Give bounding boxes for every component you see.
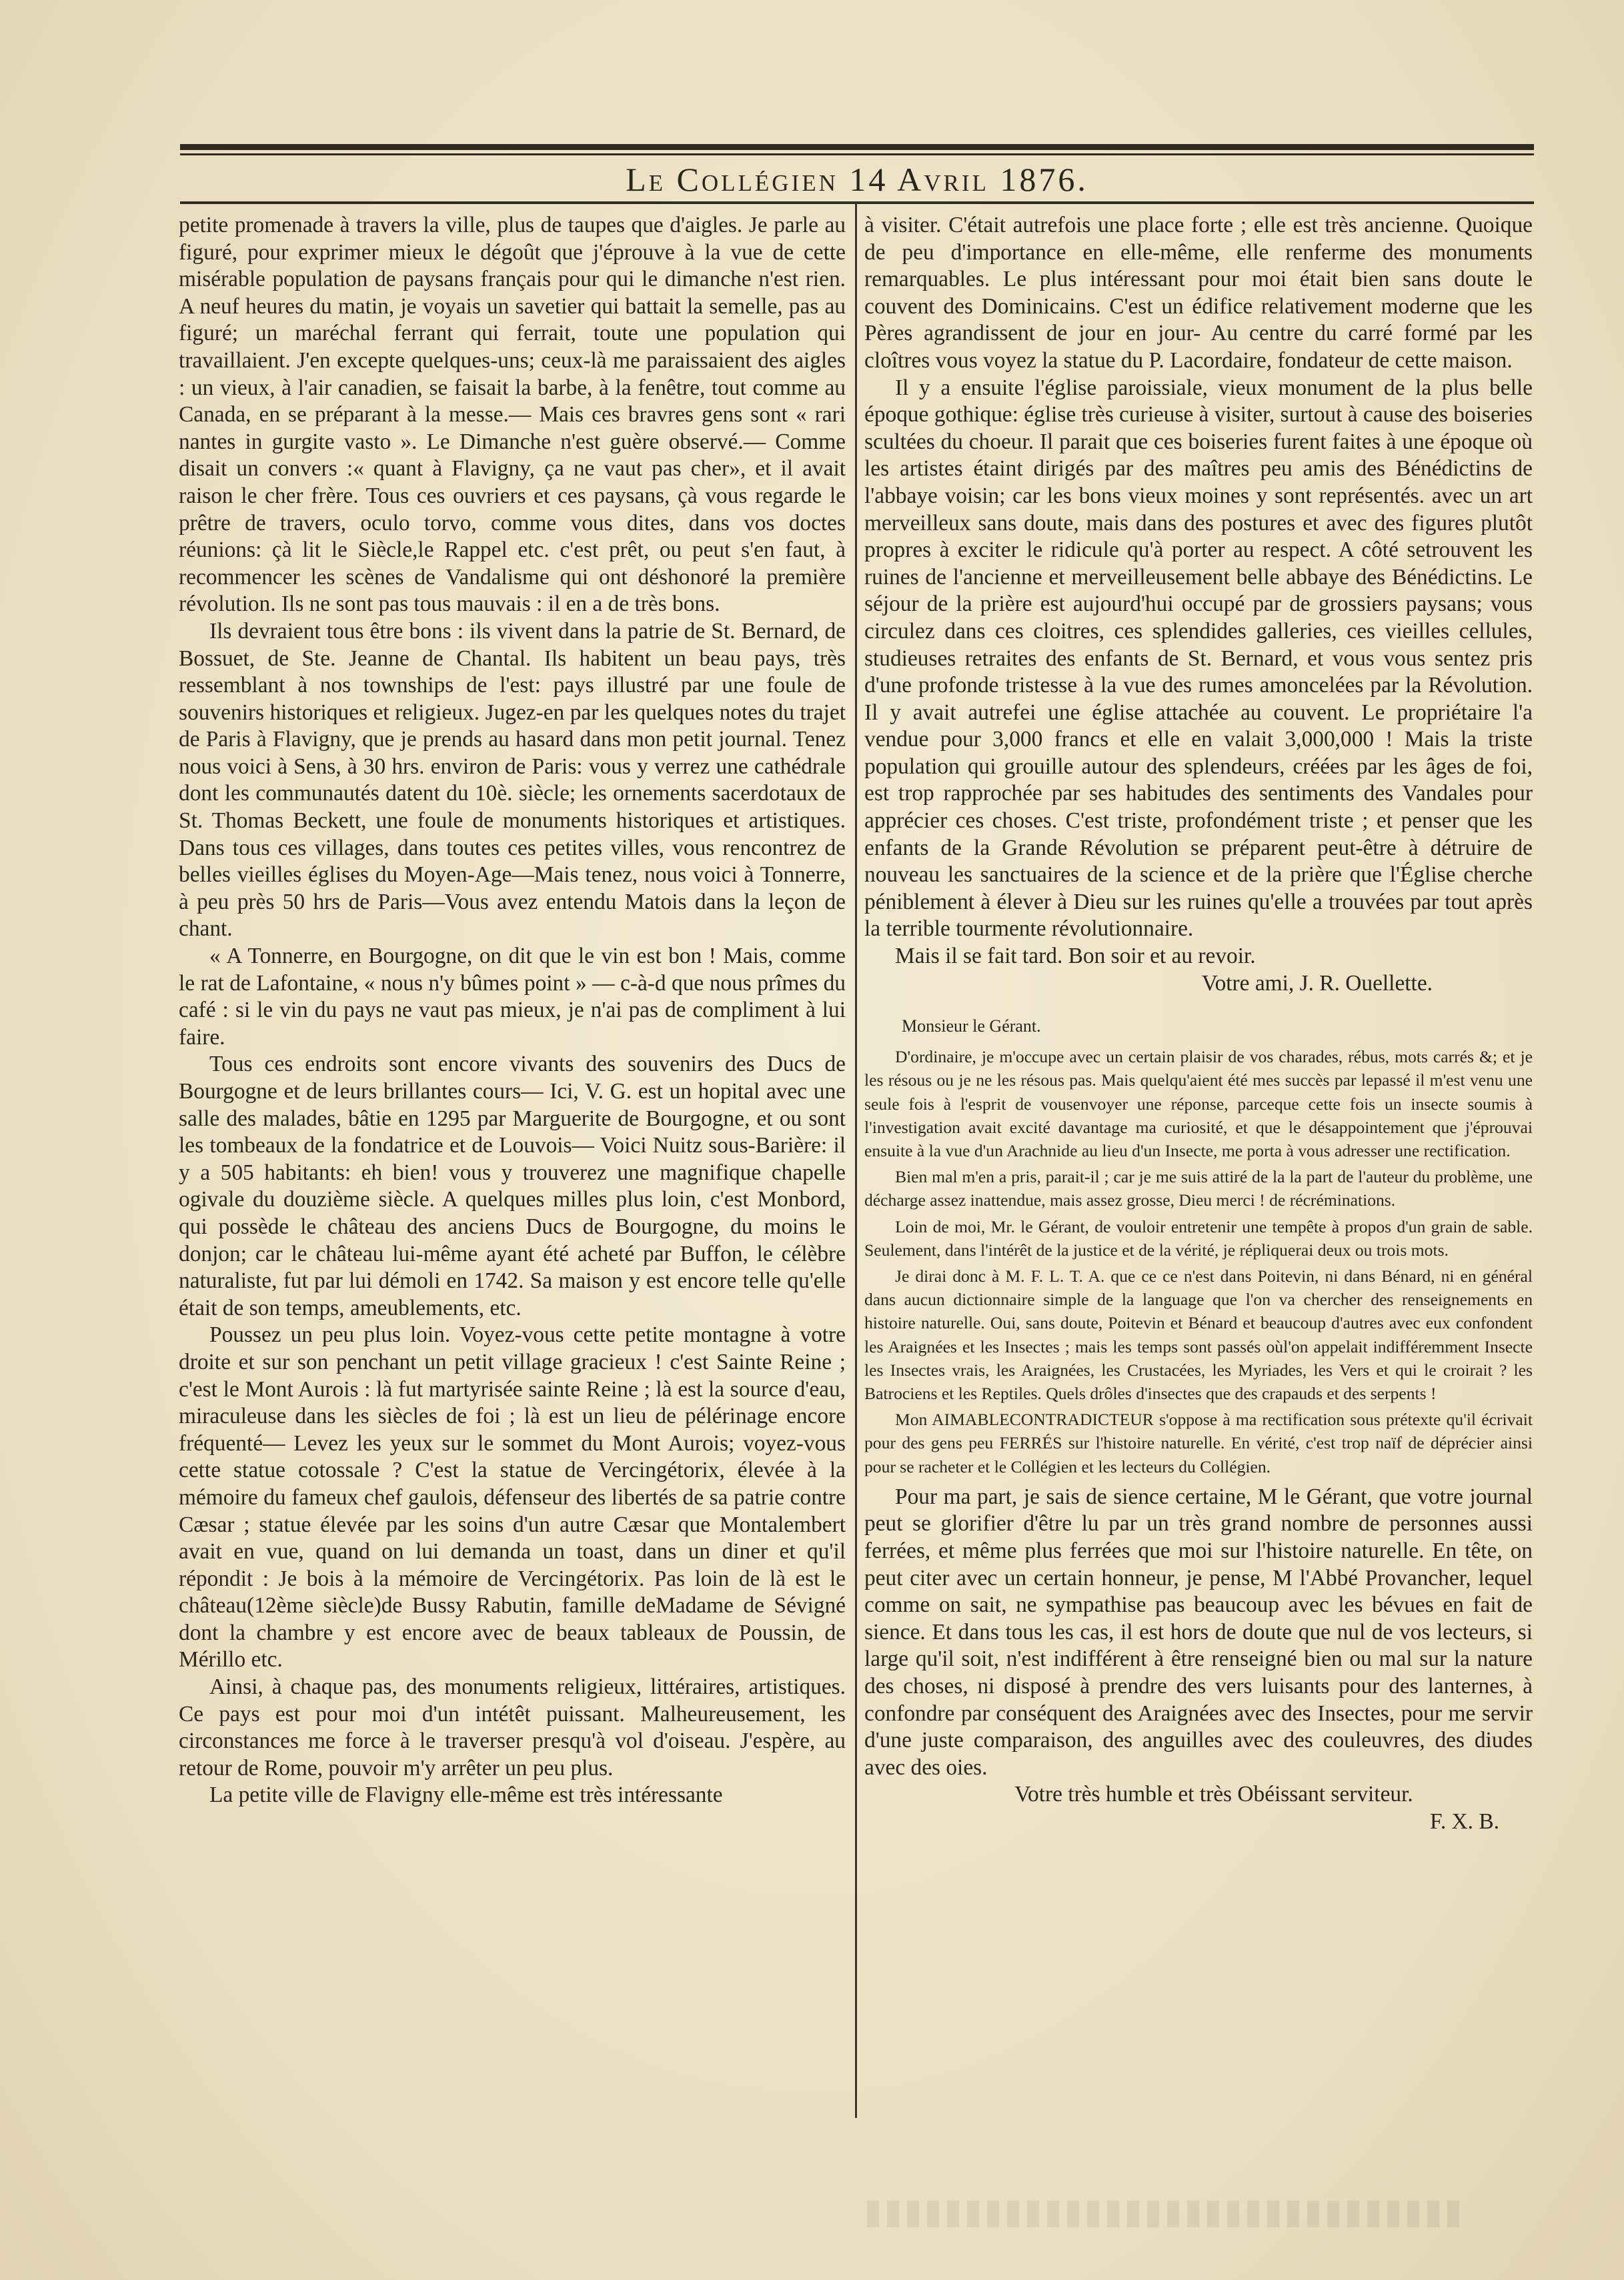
letter-paragraph: Loin de moi, Mr. le Gérant, de vouloir entretenir une tempête à propos d'un grain de sable. Seulement, dans l'intérêt de la justice et de la vérité, je répliquerai deux ou trois mots. xyxy=(864,1216,1533,1260)
paragraph: Ainsi, à chaque pas, des monuments religieux, littéraires, artistiques. Ce pays est pour moi d'un intétêt puissant. Malheureusement, les circonstances me force à le traverser presqu'à vol d'oiseau. J'espère, au retour de Rome, pouvoir m'y arrêter un peu plus. xyxy=(179,1674,846,1781)
letter-paragraph: Je dirai donc à M. F. L. T. A. que ce ce n'est dans Poitevin, ni dans Bénard, ni en général dans aucun dictionnaire simple de la language que l'on va chercher des renseignements en histoire naturelle. Oui, sans doute, Poitevin et Bénard et beaucoup d'autres avec eux confondent les Araignées et les Insectes ; mais les temps sont passés oùl'on appelait indifféremment Insecte les Insectes vrais, les Araignées, les Crustacées, les Myriades, les Vers et qui le croirait ? les Batrociens et les Reptiles. Quels drôles d'insectes que des crapauds et des serpents ! xyxy=(864,1266,1533,1404)
right-column xyxy=(864,212,1533,1836)
letter-paragraph: D'ordinaire, je m'occupe avec un certain plaisir de vos charades, rébus, mots carrés &; et je les résous ou je ne les résous pas. Mais quelqu'aient été mes succès par lepassé il m'est venu une seule fois à l'esprit de vousenvoyer une réponse, parceque cette fois un insecte soumis à l'investigation avait excité davantage ma curiosité, et que le désappointement que j'éprouvai ensuite à la vue d'un Arachnide au lieu d'un Insecte, me porta à vous adresser une rectification. xyxy=(864,1047,1533,1161)
paragraph: « A Tonnerre, en Bourgogne, on dit que le vin est bon ! Mais, comme le rat de Lafontaine, « nous n'y bûmes point » — c-à-d que nous prîmes du café : si le vin du pays ne vaut pas mieux, je n'ai pas de compliment à lui faire. xyxy=(179,944,846,1050)
signature: Votre ami, J. R. Ouellette. xyxy=(1201,970,1433,996)
closing-line: Votre très humble et très Obéissant serviteur. xyxy=(1014,1782,1413,1807)
letter-salutation: Monsieur le Gérant. xyxy=(902,1016,1041,1036)
show-through-print xyxy=(867,2201,1467,2227)
letter-paragraph: Bien mal m'en a pris, parait-il ; car je me suis attiré de la la part de l'auteur du problème, une décharge assez inattendue, mais assez grosse, Dieu merci ! de récréminations. xyxy=(864,1167,1533,1210)
paragraph: à visiter. C'était autrefois une place forte ; elle est très ancienne. Quoique de peu d'importance en elle-même, elle renferme des monuments remarquables. Le plus intéressant pour moi était bien sans doute le couvent des Dominicains. C'est un édifice relativement moderne que les Pères agrandissent de jour en jour- Au centre du carré formé par les cloîtres vous voyez la statue du P. Lacordaire, fondateur de cette maison. xyxy=(864,213,1533,373)
signature-initials: F. X. B. xyxy=(1429,1809,1499,1834)
letter-paragraph: Mon AIMABLECONTRADICTEUR s'oppose à ma rectification sous prétexte qu'il écrivait pour des gens peu FERRÉS sur l'histoire naturelle. En vérité, c'est trop naïf de déprécier ainsi pour se racheter et le Collégien et les lecteurs du Collégien. xyxy=(864,1410,1533,1476)
top-rule xyxy=(180,144,1534,150)
paragraph: Tous ces endroits sont encore vivants des souvenirs des Ducs de Bourgogne et de leurs brillantes cours— Ici, V. G. est un hopital avec une salle des malades, bâtie en 1295 par Marguerite de Bourgogne, et ou sont les tombeaux de la fondatrice et de Louvois— Voici Nuitz sous-Barière: il y a 505 habitants: eh bien! vous y trouverez une magnifique chapelle ogivale du douzième siècle. A quelques milles plus loin, c'est Monbord, qui possède le château des anciens Ducs de Bourgogne, du moins le donjon; car le château lui-même ayant été acheté par Buffon, le célèbre naturaliste, fut par lui démoli en 1742. Sa maison y est encore telle qu'elle était de son temps, ameublements, etc. xyxy=(179,1052,846,1320)
paragraph: Pour ma part, je sais de sience certaine, M le Gérant, que votre journal peut se glorifier d'être lu par un très grand nombre de personnes aussi ferrées, et même plus ferrées que moi sur l'histoire naturelle. En tête, on peut citer avec un certain honneur, je pense, M l'Abbé Provancher, lequel comme on sait, ne sympathise pas beaucoup avec les bévues en fait de sience. Et dans tous les cas, il est hors de doute que nul de vos lecteurs, si large qu'il soit, n'est indifférent à être renseigné bien ou mal sur la nature des choses, ni disposé à prendre des vers luisants pour des lanternes, à confondre par conséquent des Araignées avec des Insectes, pour me servir d'une juste comparaison, des anguilles avec des couleuvres, des diudes avec des oies. xyxy=(864,1484,1533,1780)
paragraph: Ils devraient tous être bons : ils vivent dans la patrie de St. Bernard, de Bossuet, de Ste. Jeanne de Chantal. Ils habitent un beau pays, très ressemblant à nos townships de l'est: pays illustré par une foule de souvenirs historiques et religieux. Jugez-en par les quelques notes du trajet de Paris à Flavigny, que je prends au hasard dans mon petit journal. Tenez nous voici à Sens, à 30 hrs. environ de Paris: vous y verrez une cathédrale dont les communautés datent du 10è. siècle; les ornements sacerdotaux de St. Thomas Beckett, une foule de monuments historiques et artistiques. Dans tous ces villages, dans toutes ces petites villes, vous rencontrez de belles vieilles églises du Moyen-Age—Mais tenez, nous voici à Tonnerre, à peu près 50 hrs de Paris—Vous avez entendu Matois dans la leçon de chant. xyxy=(179,618,846,942)
column-divider xyxy=(855,204,857,2118)
header-rule xyxy=(180,201,1534,204)
top-rule-thin xyxy=(180,153,1534,155)
paragraph: Poussez un peu plus loin. Voyez-vous cette petite montagne à votre droite et sur son penchant un petit village gracieux ! c'est Sainte Reine ; c'est le Mont Aurois : là fut martyrisée sainte Reine ; là est la source d'eau, miraculeuse dans les siècles de foi ; là est un lieu de pélérinage encore fréquenté— Levez les yeux sur le sommet du Mont Aurois; voyez-vous cette statue cotossale ? C'est la statue de Vercingétorix, élevée à la mémoire du fameux chef gaulois, défenseur des libertés de sa patrie contre Cæsar ; statue élevée par les soins d'un autre Cæsar que Montalembert avait en vue, quand on lui demanda un toast, dans un diner et qu'il répondit : Je bois à la mémoire de Vercingétorix. Pas loin de là est le château(12ème siècle)de Bussy Rabutin, famille deMadame de Sévigné dont la chambre y est encore avec de beaux tableaux de Poussin, de Mérillo etc. xyxy=(179,1322,846,1672)
left-column xyxy=(179,212,846,1809)
paragraph: La petite ville de Flavigny elle-même est très intéressante xyxy=(209,1783,723,1808)
paragraph: Il y a ensuite l'église paroissiale, vieux monument de la plus belle époque gothique: église très curieuse à visiter, surtout à cause des boiseries scultées du choeur. Il parait que ces boiseries furent faites à une époque où les artistes étaint dirigés par des maîtres peu amis des Bénédictins de l'abbaye voisin; car les bons vieux moines y sont représentés. avec un art merveilleux sans doute, mais dans des postures et avec des figures plutôt propres à exciter le ridicule qu'à porter au respect. A côté setrouvent les ruines de l'ancienne et merveilleusement belle abbaye des Bénédictins. Le séjour de la prière est aujourd'hui occupé par de grossiers paysans; vous circulez dans ces cloitres, ces splendides galleries, ces vieilles cellules, studieuses retraites des enfants de St. Bernard, et vous vous sentez pris d'une profonde tristesse à la vue des rumes amoncelées par la Révolution. Il y avait autrefei une église attachée au couvent. Le propriétaire l'a vendue pour 3,000 francs et elle en valait 3,000,000 ! Mais la triste population qui grouille autour des splendeurs, créées par les âges de foi, est trop rapprochée par ses habitudes des sentiments des Vandales pour apprécier ces choses. C'est triste, profondément triste ; et penser que les enfants de la Grande Révolution se préparent peut-être à détruire de nouveau les sanctuaires de la science et de la prière que l'Église cherche péniblement à élever à Dieu sur les ruines qu'elle a trouvées par tout après la terrible tourmente révolutionnaire. xyxy=(864,375,1533,942)
page-header: Le Collégien 14 Avril 1876. xyxy=(626,161,1088,198)
paragraph: Mais il se fait tard. Bon soir et au revoir. xyxy=(895,944,1256,969)
paragraph: petite promenade à travers la ville, plus de taupes que d'aigles. Je parle au figuré, pour exprimer mieux le dégoût que j'éprouve à la vue de cette misérable population de paysans français pour qui le dimanche n'est rien. A neuf heures du matin, je voyais un savetier qui battait la semelle, pas au figuré; un maréchal ferrant qui ferrait, toute une population qui travaillaient. J'en excepte quelques-uns; ceux-là me paraissaient des aigles : un vieux, à l'air canadien, se faisait la barbe, à la fenêtre, tout comme au Canada, en se préparant à la messe.— Mais ces bravres gens sont « rari nantes in gurgite vasto ». Le Dimanche n'est guère observé.— Comme disait un convers :« quant à Flavigny, ça ne vaut pas cher», et il avait raison le cher frère. Tous ces ouvriers et ces paysans, çà vous regarde le prêtre de travers, oculo torvo, comme vous dites, dans vos doctes réunions: çà lit le Siècle,le Rappel etc. c'est prêt, ou peut s'en faut, à recommencer les scènes de Vandalisme qui ont déshonoré la première révolution. Ils ne sont pas tous mauvais : il en a de très bons. xyxy=(179,213,846,617)
